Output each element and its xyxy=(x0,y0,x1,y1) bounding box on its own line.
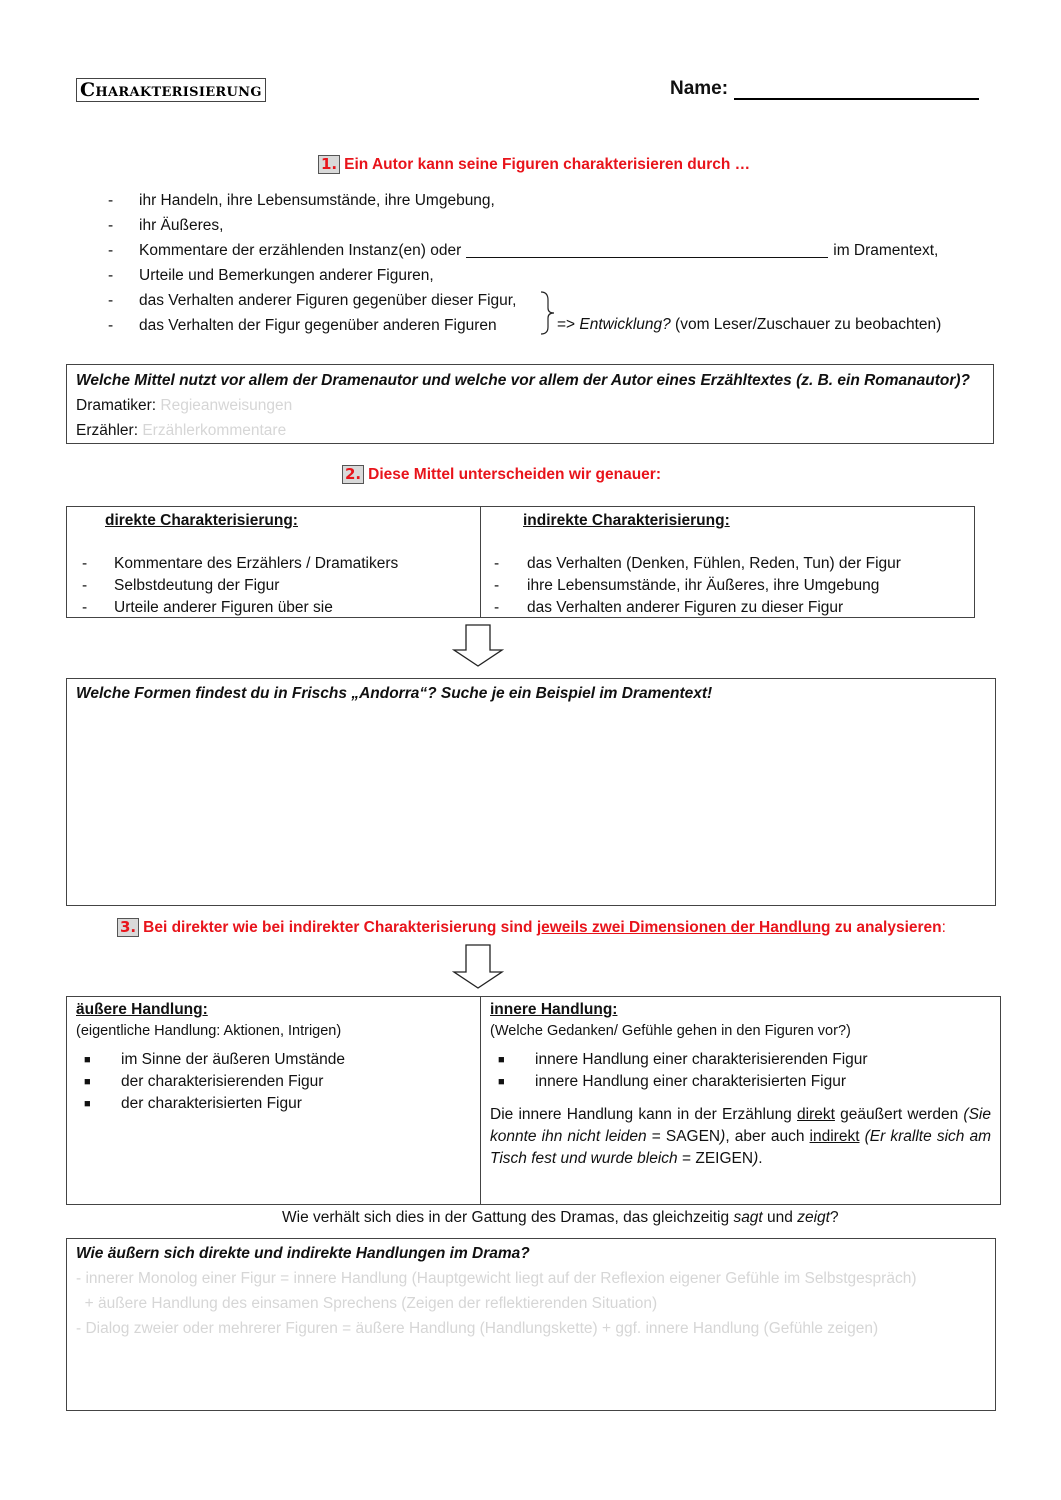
list-item: - Selbstdeutung der Figur xyxy=(82,577,280,594)
list-item: - das Verhalten anderer Figuren zu dieser Figur xyxy=(494,599,844,616)
outer-action-column xyxy=(67,997,481,1204)
square-bullet-icon: ■ xyxy=(498,1054,505,1066)
drama-question: Wie äußern sich direkte und indirekte Handlungen im Drama? xyxy=(76,1245,530,1262)
list-item: - ihre Lebensumstände, ihr Äußeres, ihre Umgebung xyxy=(494,577,880,594)
direct-title: direkte Charakterisierung: xyxy=(105,512,298,529)
inner-subtitle: (Welche Gedanken/ Gefühle gehen in den Figuren vor?) xyxy=(490,1023,851,1039)
answer-line: - Dialog zweier oder mehrerer Figuren = äußere Handlung (Handlungskette) + ggf. innere Handlung (Gefühle zeigen) xyxy=(76,1320,879,1337)
list-item: - Kommentare des Erzählers / Dramatikers xyxy=(82,555,399,572)
name-label: Name: xyxy=(670,78,729,99)
section-1-heading xyxy=(318,155,750,174)
name-blank-line[interactable] xyxy=(734,80,979,100)
section-heading-text: Diese Mittel unterscheiden wir genauer: xyxy=(368,465,661,483)
outer-subtitle: (eigentliche Handlung: Aktionen, Intrigen) xyxy=(76,1023,342,1039)
drama-followup-question: Wie verhält sich dies in der Gattung des Dramas, das gleichzeitig sagt und zeigt? xyxy=(282,1209,839,1226)
andorra-answer-box[interactable] xyxy=(66,678,996,906)
outer-title: äußere Handlung: xyxy=(76,1001,208,1018)
means-question-box xyxy=(66,364,994,444)
section-3-heading xyxy=(117,918,946,937)
list-item: - das Verhalten (Denken, Fühlen, Reden, Tun) der Figur xyxy=(494,555,901,572)
section-number-badge: 3. xyxy=(117,918,139,937)
section-heading-text: Ein Autor kann seine Figuren charakterisieren durch … xyxy=(344,155,751,173)
section-number-badge: 2. xyxy=(342,465,364,484)
inner-action-column xyxy=(481,997,1000,1204)
list-item: - das Verhalten der Figur gegenüber anderen Figuren xyxy=(108,317,497,334)
list-item: - ihr Äußeres, xyxy=(108,217,224,234)
square-bullet-icon: ■ xyxy=(498,1076,505,1088)
indirect-column xyxy=(481,507,974,617)
square-bullet-icon: ■ xyxy=(84,1098,91,1110)
curly-brace-icon xyxy=(538,290,558,336)
means-question: Welche Mittel nutzt vor allem der Dramenautor und welche vor allem der Autor eines Erzähltextes (z. B. ein Romanautor)? xyxy=(76,372,971,389)
direct-column xyxy=(67,507,481,617)
section-2-heading xyxy=(342,465,661,484)
erzaehler-answer[interactable]: Erzählerkommentare xyxy=(142,422,287,439)
square-bullet-icon: ■ xyxy=(84,1054,91,1066)
inner-title: innere Handlung: xyxy=(490,1001,618,1018)
list-item: - ihr Handeln, ihre Lebensumstände, ihre Umgebung, xyxy=(108,192,495,209)
list-item: ■ im Sinne der äußeren Umstände xyxy=(76,1049,471,1071)
section-number-badge: 1. xyxy=(318,155,340,174)
down-arrow-icon xyxy=(452,624,504,668)
list-item: ■ der charakterisierten Figur xyxy=(76,1093,471,1115)
worksheet-title: Charakterisierung xyxy=(76,78,266,102)
list-item: ■ innere Handlung einer charakterisierenden Figur xyxy=(490,1049,991,1071)
list-item: - Urteile anderer Figuren über sie xyxy=(82,599,333,616)
drama-answer-box[interactable] xyxy=(66,1238,996,1411)
name-field xyxy=(670,78,979,100)
square-bullet-icon: ■ xyxy=(84,1076,91,1088)
down-arrow-icon xyxy=(452,944,504,990)
development-note: => Entwicklung? (vom Leser/Zuschauer zu beobachten) xyxy=(557,316,942,333)
list-item: ■ der charakterisierenden Figur xyxy=(76,1071,471,1093)
indirect-title: indirekte Charakterisierung: xyxy=(523,512,730,529)
erzaehler-row: Erzähler: Erzählerkommentare xyxy=(76,422,287,439)
list-item: - Kommentare der erzählenden Instanz(en) oder im Dramentext, xyxy=(108,242,939,259)
list-item: - das Verhalten anderer Figuren gegenüber dieser Figur, xyxy=(108,292,517,309)
fill-in-blank[interactable] xyxy=(466,240,828,258)
characterization-types-table xyxy=(66,506,975,618)
dramatiker-row: Dramatiker: Regieanweisungen xyxy=(76,397,293,414)
list-item: ■ innere Handlung einer charakterisierten Figur xyxy=(490,1071,991,1093)
answer-line: + äußere Handlung des einsamen Sprechens (Zeigen der reflektierenden Situation) xyxy=(76,1295,658,1312)
dramatiker-answer[interactable]: Regieanweisungen xyxy=(160,397,293,414)
list-item: - Urteile und Bemerkungen anderer Figuren, xyxy=(108,267,434,284)
action-dimensions-table xyxy=(66,996,1001,1205)
inner-action-explanation: Die innere Handlung kann in der Erzählung direkt geäußert werden (Sie konnte ihn nicht leiden = SAGEN), aber auch indirekt (Er krallte sich am Tisch fest und wurde bleich = ZEIGEN). xyxy=(490,1106,992,1167)
answer-line: - innerer Monolog einer Figur = innere Handlung (Hauptgewicht liegt auf der Reflexion eigener Gefühle im Selbstgespräch) xyxy=(76,1270,917,1287)
andorra-question: Welche Formen findest du in Frischs „Andorra“? Suche je ein Beispiel im Dramentext! xyxy=(76,685,713,702)
section-heading-text: Bei direkter wie bei indirekter Charakterisierung sind jeweils zwei Dimensionen der Handlung zu analysieren: xyxy=(143,918,946,936)
